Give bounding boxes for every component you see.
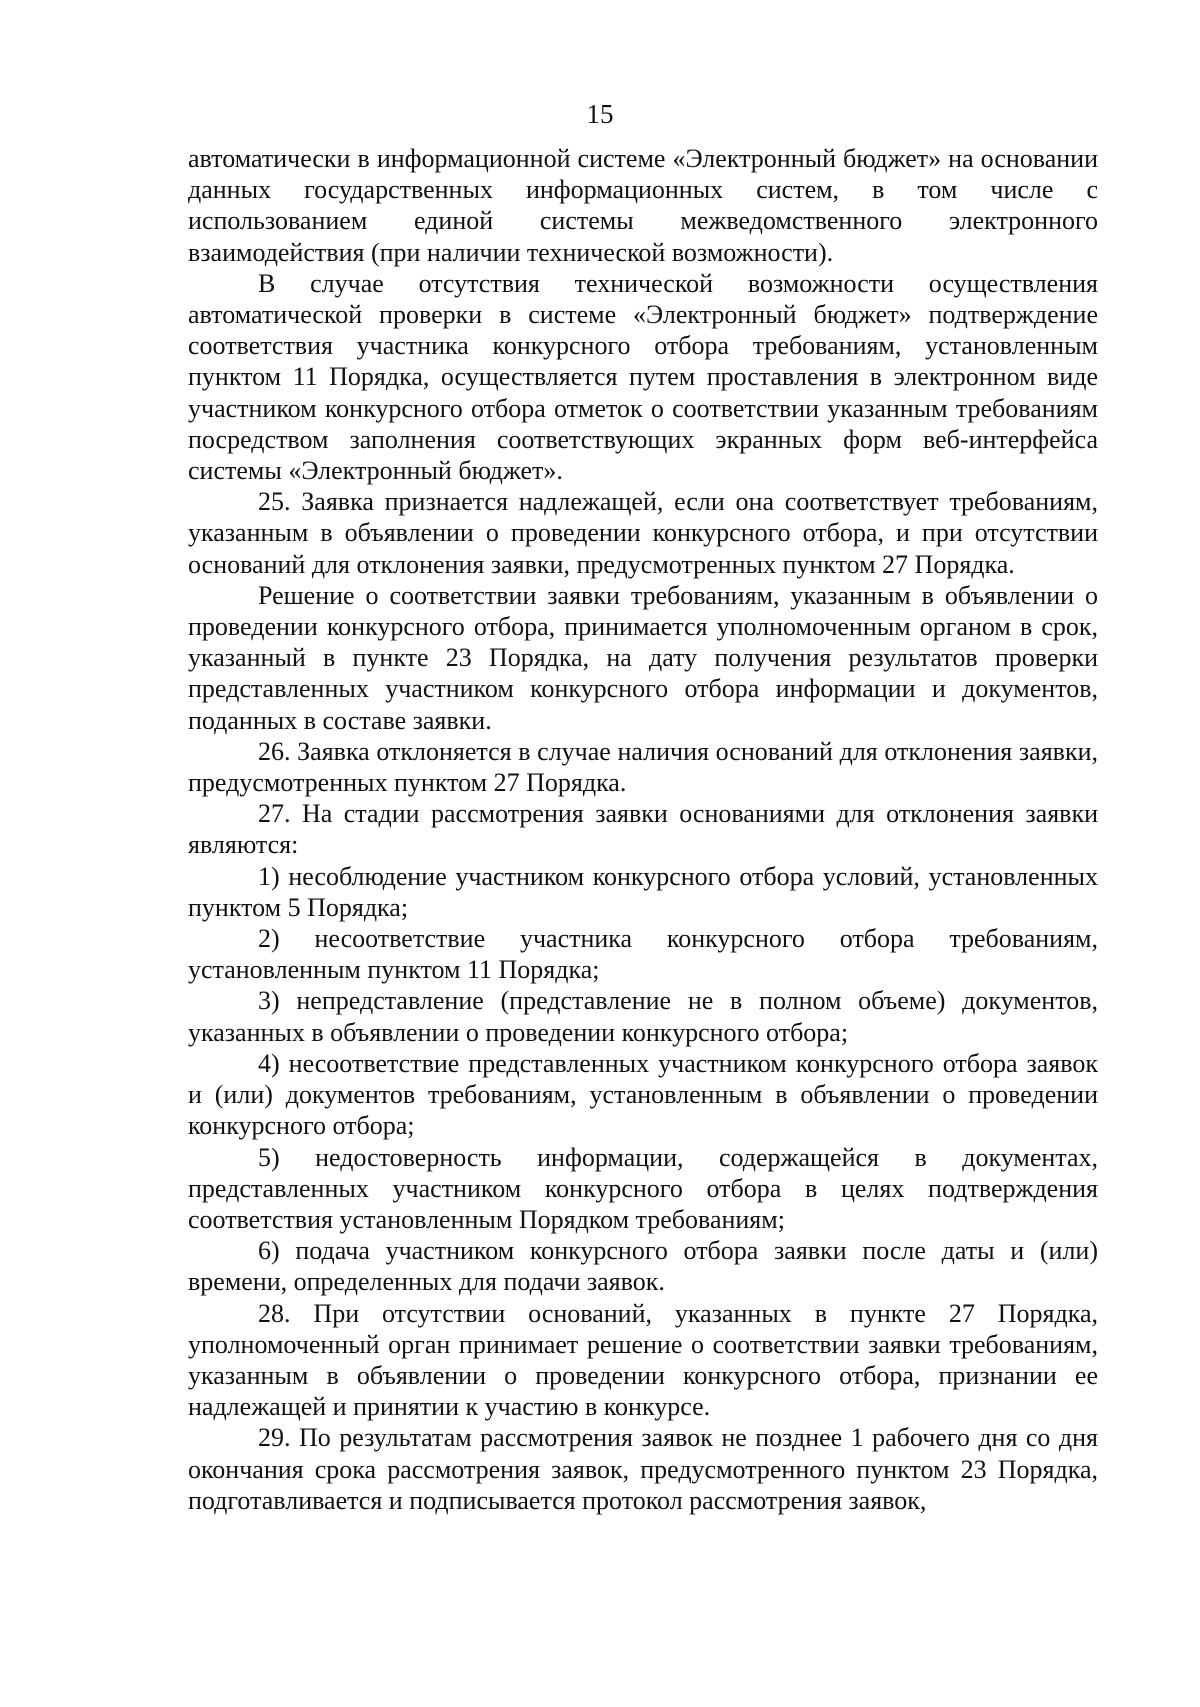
paragraph-item-29: 29. По результатам рассмотрения заявок не позднее 1 рабочего дня со дня окончания срока рассмотрения заявок, предусмотренного пунктом 23 Порядка, подготавливается и подписывается протокол рассмотрения заявок, [188,1423,1098,1515]
paragraph-item-28: 28. При отсутствии оснований, указанных в пункте 27 Порядка, уполномоченный орган принимает решение о соответствии заявки требованиям, указанным в объявлении о проведении конкурсного отбора, признании ее надлежащей и принятии к участию в конкурсе. [188,1298,1098,1422]
paragraph-decision: Решение о соответствии заявки требованиям, указанным в объявлении о проведении конкурсного отбора, принимается уполномоченным органом в срок, указанный в пункте 23 Порядка, на дату получения результатов проверки представленных участником конкурсного отбора информации и документов, поданных в составе заявки. [188,580,1098,735]
paragraph-manual-verification: В случае отсутствия технической возможности осуществления автоматической проверки в системе «Электронный бюджет» подтверждение соответствия участника конкурсного отбора требованиям, установленным пунктом 11 Порядка, осуществляется путем проставления в электронном виде участником конкурсного отбора отметок о соответствии указанным требованиям посредством заполнения соответствующих экранных форм веб-интерфейса системы «Электронный бюджет». [188,268,1098,486]
page-number: 15 [586,99,614,129]
paragraph-item-26: 26. Заявка отклоняется в случае наличия оснований для отклонения заявки, предусмотренных пунктом 27 Порядка. [188,736,1098,798]
paragraph-subitem-6: 6) подача участником конкурсного отбора заявки после даты и (или) времени, определенных для подачи заявок. [188,1236,1098,1297]
paragraph-subitem-2: 2) несоответствие участника конкурсного отбора требованиям, установленным пунктом 11 Порядка; [188,924,1098,985]
document-body [188,143,1098,1516]
paragraph-subitem-5: 5) недостоверность информации, содержащейся в документах, представленных участником конкурсного отбора в целях подтверждения соответствия установленным Порядком требованиям; [188,1142,1098,1234]
paragraph-item-27: 27. На стадии рассмотрения заявки основаниями для отклонения заявки являются: [188,799,1098,860]
paragraph-continuation: автоматически в информационной системе «Электронный бюджет» на основании данных государственных информационных систем, в том числе с использованием единой системы межведомственного электронного взаимодействия (при наличии технической возможности). [188,144,1098,267]
paragraph-item-25: 25. Заявка признается надлежащей, если она соответствует требованиям, указанным в объявлении о проведении конкурсного отбора, и при отсутствии оснований для отклонения заявки, предусмотренных пунктом 27 Порядка. [188,487,1098,579]
paragraph-subitem-1: 1) несоблюдение участником конкурсного отбора условий, установленных пунктом 5 Порядка; [188,861,1098,922]
paragraph-subitem-3: 3) непредставление (представление не в полном объеме) документов, указанных в объявлении о проведении конкурсного отбора; [188,986,1098,1047]
paragraph-subitem-4: 4) несоответствие представленных участником конкурсного отбора заявок и (или) документов требованиям, установленным в объявлении о проведении конкурсного отбора; [188,1048,1098,1141]
